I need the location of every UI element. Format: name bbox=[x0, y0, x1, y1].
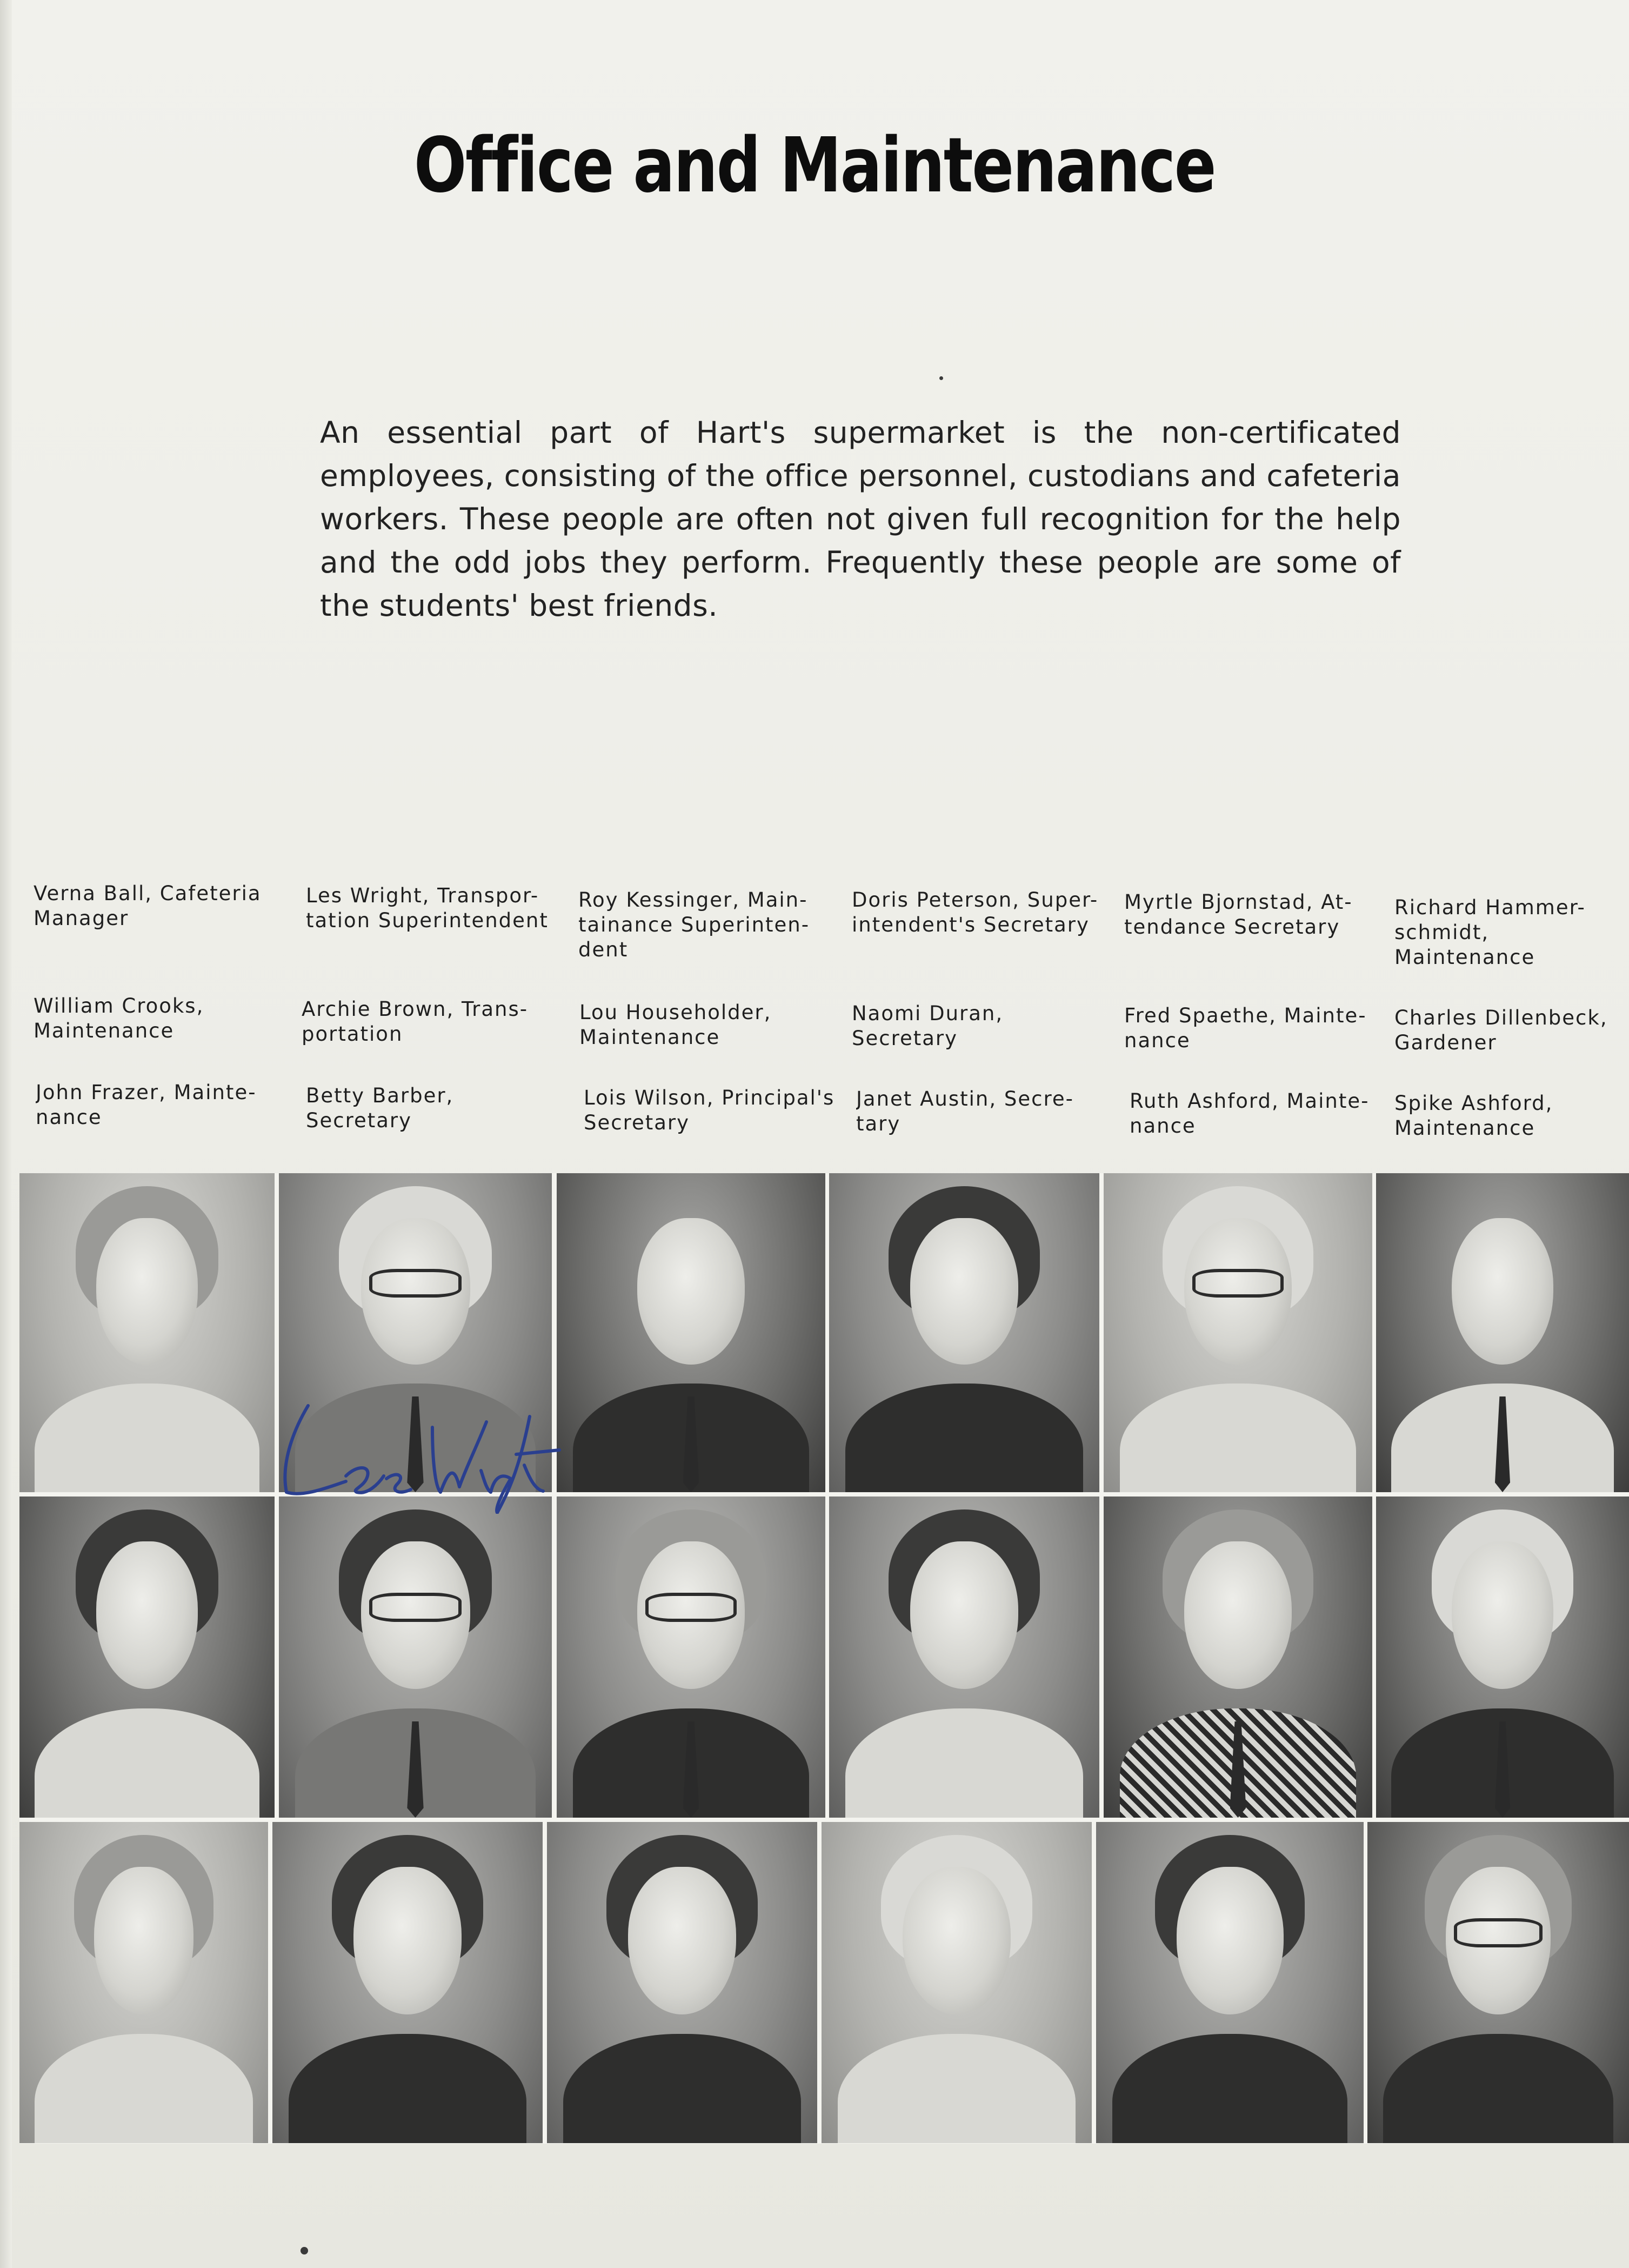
caption-lou-householder: Lou Householder, Maintenance bbox=[579, 1001, 772, 1049]
caption-charles-dillenbeck: Charles Dillenbeck, Gardener bbox=[1394, 1006, 1608, 1054]
portrait-roy-kessinger bbox=[557, 1173, 825, 1492]
portrait-verna-ball bbox=[19, 1173, 275, 1492]
caption-naomi-duran: Naomi Duran, Secretary bbox=[852, 1002, 1004, 1050]
portrait-archie-brown bbox=[279, 1497, 552, 1818]
caption-richard-hammerschmidt: Richard Hammer- schmidt, Maintenance bbox=[1394, 896, 1586, 969]
caption-john-frazer: John Frazer, Mainte- nance bbox=[36, 1081, 257, 1129]
portrait-janet-austin bbox=[822, 1822, 1092, 2143]
caption-doris-peterson: Doris Peterson, Super- intendent's Secretary bbox=[852, 888, 1099, 936]
caption-block bbox=[0, 881, 1629, 1152]
caption-ruth-ashford: Ruth Ashford, Mainte- nance bbox=[1130, 1089, 1370, 1138]
caption-william-crooks: William Crooks, Maintenance bbox=[34, 994, 204, 1042]
intro-paragraph: An essential part of Hart's supermarket is the non-certificated employees, consisting of the office personnel, custodians and cafeteria workers. These people are often not given full recognition for the help and the odd jobs they perform. Frequently these people are some of the students' best friends. bbox=[320, 415, 1401, 623]
caption-spike-ashford: Spike Ashford, Maintenance bbox=[1394, 1092, 1553, 1140]
caption-verna-ball: Verna Ball, Cafeteria Manager bbox=[34, 882, 262, 930]
portrait-william-crooks bbox=[19, 1497, 275, 1818]
portrait-charles-dillenbeck bbox=[1376, 1497, 1629, 1818]
caption-betty-barber: Betty Barber, Secretary bbox=[306, 1084, 454, 1132]
caption-les-wright: Les Wright, Transpor- tation Superintendent bbox=[306, 884, 549, 932]
portrait-richard-hammerschmidt bbox=[1376, 1173, 1629, 1492]
portrait-grid bbox=[19, 1173, 1629, 2144]
portrait-lou-householder bbox=[557, 1497, 825, 1818]
portrait-lois-wilson bbox=[547, 1822, 817, 2143]
paper-speck bbox=[939, 376, 943, 380]
portrait-doris-peterson bbox=[829, 1173, 1099, 1492]
portrait-naomi-duran bbox=[829, 1497, 1099, 1818]
portrait-myrtle-bjornstad bbox=[1104, 1173, 1372, 1492]
caption-fred-spaethe: Fred Spaethe, Mainte- nance bbox=[1124, 1004, 1367, 1052]
caption-roy-kessinger: Roy Kessinger, Main- tainance Superinten- dent bbox=[578, 888, 810, 961]
caption-lois-wilson: Lois Wilson, Principal's Secretary bbox=[584, 1086, 835, 1134]
caption-myrtle-bjornstad: Myrtle Bjornstad, At- tendance Secretary bbox=[1124, 890, 1353, 939]
portrait-ruth-ashford bbox=[1096, 1822, 1364, 2143]
caption-janet-austin: Janet Austin, Secre- tary bbox=[856, 1087, 1074, 1135]
portrait-fred-spaethe bbox=[1104, 1497, 1372, 1818]
portrait-john-frazer bbox=[19, 1822, 268, 2143]
handwritten-signature bbox=[270, 1384, 573, 1514]
portrait-spike-ashford bbox=[1367, 1822, 1629, 2143]
page-title: Office and Maintenance bbox=[413, 122, 1216, 210]
caption-archie-brown: Archie Brown, Trans- portation bbox=[302, 997, 529, 1046]
paper-speck bbox=[301, 2247, 308, 2254]
portrait-betty-barber bbox=[272, 1822, 543, 2143]
